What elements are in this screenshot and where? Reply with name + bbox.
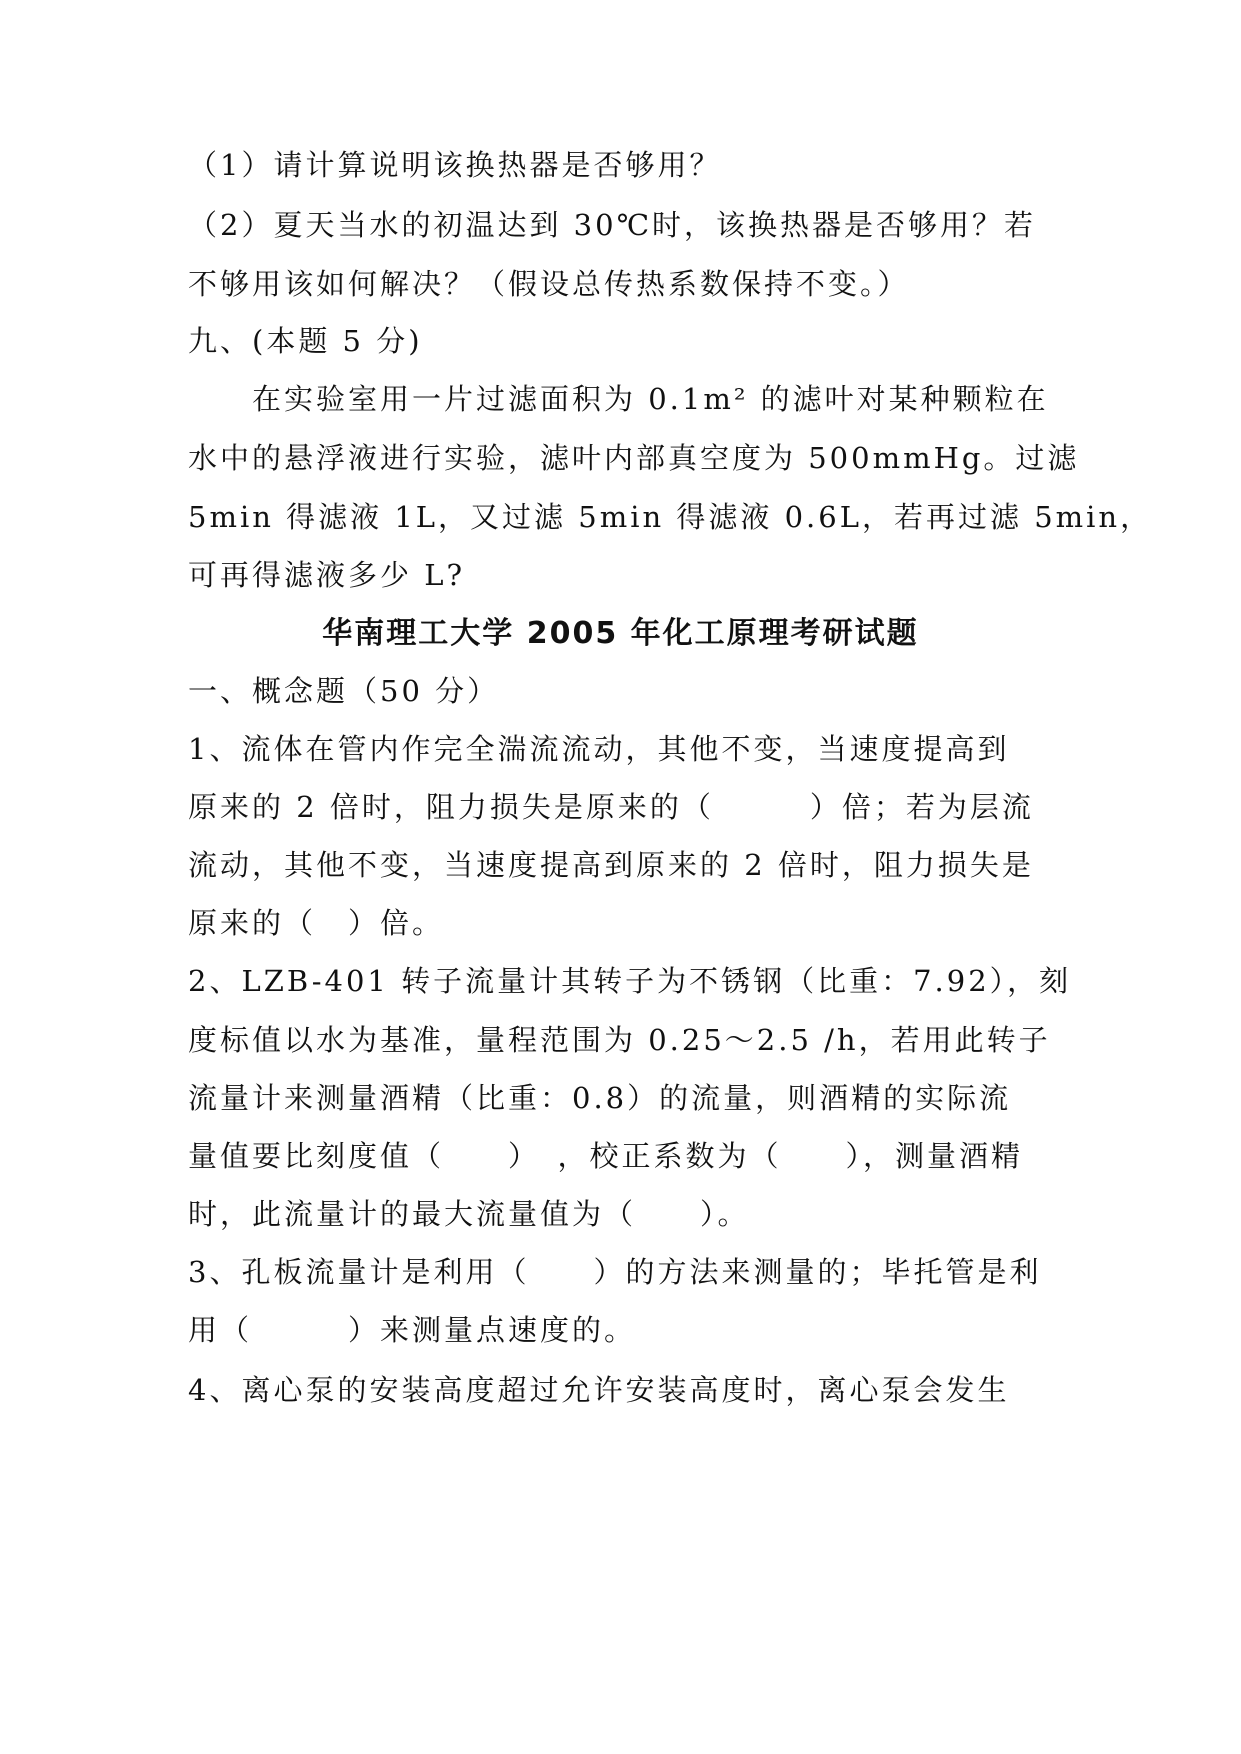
exam-title: 华南理工大学 2005 年化工原理考研试题 xyxy=(322,616,919,651)
question-2-line-1: 2、LZB-401 转子流量计其转子为不锈钢（比重：7.92），刻 xyxy=(188,964,1072,998)
section-9-text-line-2: 水中的悬浮液进行实验，滤叶内部真空度为 500mmHg。过滤 xyxy=(188,441,1080,475)
question-4-line-1: 4、离心泵的安装高度超过允许安装高度时，离心泵会发生 xyxy=(188,1373,1010,1407)
question-8-part-1: （1）请计算说明该换热器是否够用？ xyxy=(188,148,722,182)
section-9-text-line-1: 在实验室用一片过滤面积为 0.1m² 的滤叶对某种颗粒在 xyxy=(252,382,1049,416)
section-9-heading: 九、(本题 5 分) xyxy=(188,324,423,358)
question-1-line-3: 流动，其他不变，当速度提高到原来的 2 倍时，阻力损失是 xyxy=(188,848,1034,882)
question-3-line-2: 用（ ）来测量点速度的。 xyxy=(188,1313,637,1347)
question-2-line-4: 量值要比刻度值（ ） ，校正系数为（ ），测量酒精 xyxy=(188,1139,1024,1173)
question-1-line-4: 原来的（ ）倍。 xyxy=(188,906,445,940)
question-2-line-5: 时，此流量计的最大流量值为（ ）。 xyxy=(188,1197,750,1231)
section-9-text-line-4: 可再得滤液多少 L? xyxy=(188,558,466,592)
section-9-text-line-3: 5min 得滤液 1L，又过滤 5min 得滤液 0.6L，若再过滤 5min， xyxy=(188,500,1153,534)
question-2-line-3: 流量计来测量酒精（比重：0.8）的流量，则酒精的实际流 xyxy=(188,1081,1012,1115)
question-1-line-1: 1、流体在管内作完全湍流流动，其他不变，当速度提高到 xyxy=(188,732,1010,766)
question-2-line-2: 度标值以水为基准，量程范围为 0.25～2.5 /h，若用此转子 xyxy=(188,1023,1051,1057)
question-1-line-2: 原来的 2 倍时，阻力损失是原来的（ ）倍；若为层流 xyxy=(188,790,1034,824)
part-1-heading: 一、概念题（50 分） xyxy=(188,674,500,708)
question-3-line-1: 3、孔板流量计是利用（ ）的方法来测量的；毕托管是利 xyxy=(188,1255,1042,1289)
question-8-part-2-line-2: 不够用该如何解决？（假设总传热系数保持不变。） xyxy=(188,267,910,301)
question-8-part-2-line-1: （2）夏天当水的初温达到 30℃时，该换热器是否够用？若 xyxy=(188,208,1037,242)
